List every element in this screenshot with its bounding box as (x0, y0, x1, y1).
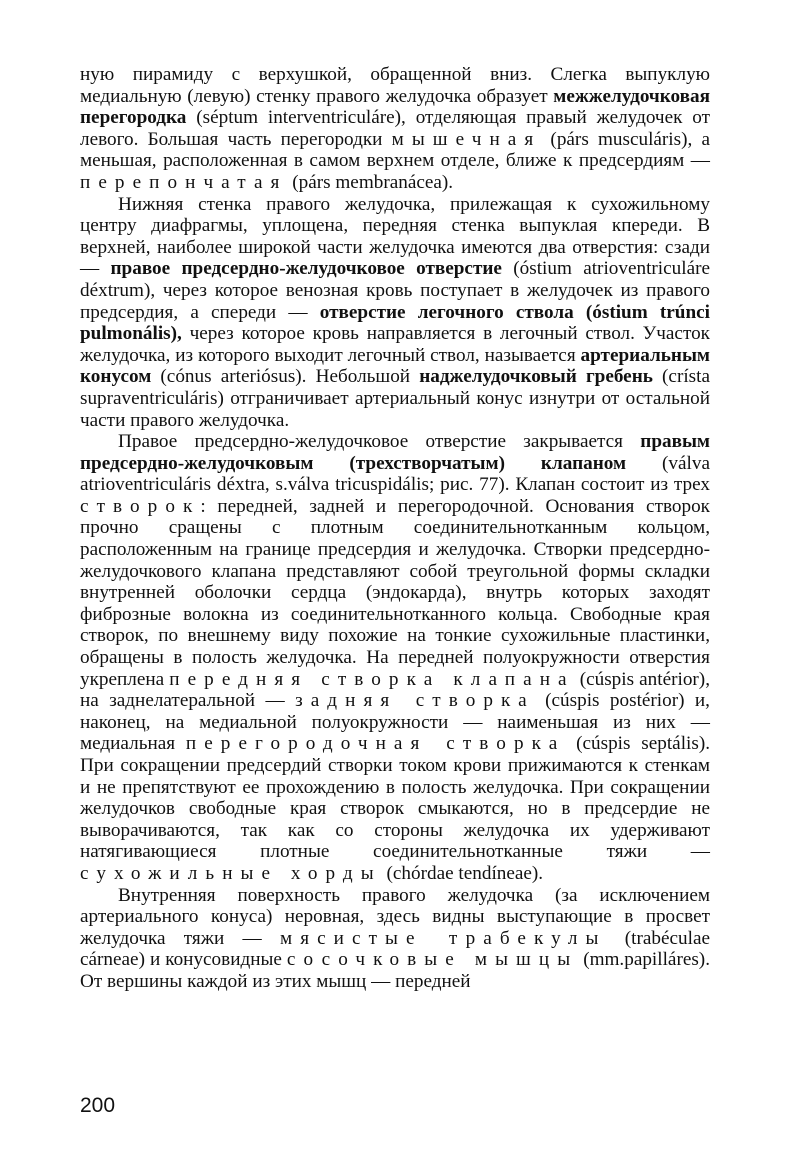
text-run: Правое предсердно-желудочковое отверстие закрывается (118, 431, 641, 453)
text-run: (crísta supraventriculáris) отграничивает артериальный конус изнутри от остальной части правого желудочка. (80, 366, 710, 431)
spaced-term: мясистые трабекулы (280, 927, 607, 949)
bold-term: межжелудочковая перегородка (80, 85, 710, 129)
text-run: (óstium atrioventriculáre déxtrum), через которое венозная кровь поступает в желудочек из правого предсердия, а спереди — (80, 258, 710, 323)
text-run: (válva atrioventriculáris déxtra, s.válva tricuspidális; рис. 77). Клапан состоит из трех (80, 452, 710, 496)
paragraph (80, 64, 710, 194)
text-run: (cónus arteriósus). Небольшой (151, 366, 420, 388)
spaced-term: передняя створка клапана (169, 668, 575, 690)
text-run: (mm.papilláres). От вершины каждой из этих мышц — передней (80, 949, 710, 992)
spaced-term: перегородочная створка (185, 733, 566, 755)
text-run: : передней, задней и перегородочной. Основания створок прочно сращены с плотным соединительнотканным кольцом, расположенным на границе предсердия и желудочка. Створки предсердно-желудочкового клапана представляют собой треугольной формы складки внутренней оболочки сердца (эндокарда), внутрь которых заходят фиброзные волокна из соединительнотканного кольца. Свободные края створок, по внешнему виду похожие на тонкие сухожильные пластинки, обращены в полость желудочка. На передней полуокружности отверстия укреплена (80, 495, 710, 690)
text-run: (cúspis antérior), на заднелатеральной — (80, 668, 710, 712)
text-run: ную пирамиду с верхушкой, обращенной вниз. Слегка выпуклую медиальную (левую) стенку правого желудочка образует (80, 64, 710, 107)
text-run: (trabéculae cárneae) и конусовидные (80, 927, 710, 971)
bold-term: артериальным конусом (80, 344, 710, 388)
spaced-term: створок (80, 495, 201, 517)
spaced-term: мышечная (391, 128, 542, 150)
spaced-term: задняя створка (295, 690, 535, 712)
spaced-term: перепончатая (80, 171, 288, 193)
page-number: 200 (80, 1094, 116, 1117)
paragraph (80, 431, 710, 884)
text-run: (chórdae tendíneae). (381, 862, 544, 884)
spaced-term: сухожильные хорды (80, 862, 382, 884)
spaced-term: сосочковые мышцы (286, 949, 579, 971)
text-run: (cúspis septális). При сокращении предсердий створки током крови прижимаются к стенкам и не препятствуют ее прохождению в полость желудочка. При сокращении желудочков свободные края створок смыкаются, но в предсердие не выворачиваются, так как со стороны желудочка их удерживают натягивающиеся плотные соединительнотканные тяжи — (80, 733, 711, 863)
text-run: (párs membranácea). (287, 171, 454, 193)
bold-term: наджелудочковый гребень (419, 366, 653, 388)
text-run: (cúspis postérior) и, наконец, на медиальной полуокружности — наименьшая из них — медиальная (80, 690, 710, 755)
body-text (80, 64, 710, 993)
text-run: (séptum interventriculáre), отделяющая правый желудочек от левого. Большая часть перегородки (80, 107, 710, 150)
paragraph (80, 194, 710, 432)
bold-term: правым предсердно-желудочковым (трехстворчатым) клапаном (80, 431, 710, 474)
bold-term: отверстие легочного ствола (óstium trúnci pulmonális), (80, 301, 710, 345)
text-run: (párs musculáris), а меньшая, расположенная в самом верхнем отделе, ближе к предсердиям — (80, 128, 710, 172)
text-run: через которое кровь направляется в легочный ствол. Участок желудочка, из которого выходит легочный ствол, называется (80, 323, 710, 366)
text-run: Нижняя стенка правого желудочка, прилежащая к сухожильному центру диафрагмы, уплощена, передняя стенка выпуклая кпереди. В верхней, наиболее широкой части желудочка имеются два отверстия: сзади — (80, 193, 710, 280)
paragraph (80, 885, 710, 993)
text-run: Внутренняя поверхность правого желудочка (за исключением артериального конуса) неровная, здесь видны выступающие в просвет желудочка тяжи — (80, 884, 710, 949)
bold-term: правое предсердно-желудочковое отверстие (110, 258, 502, 280)
